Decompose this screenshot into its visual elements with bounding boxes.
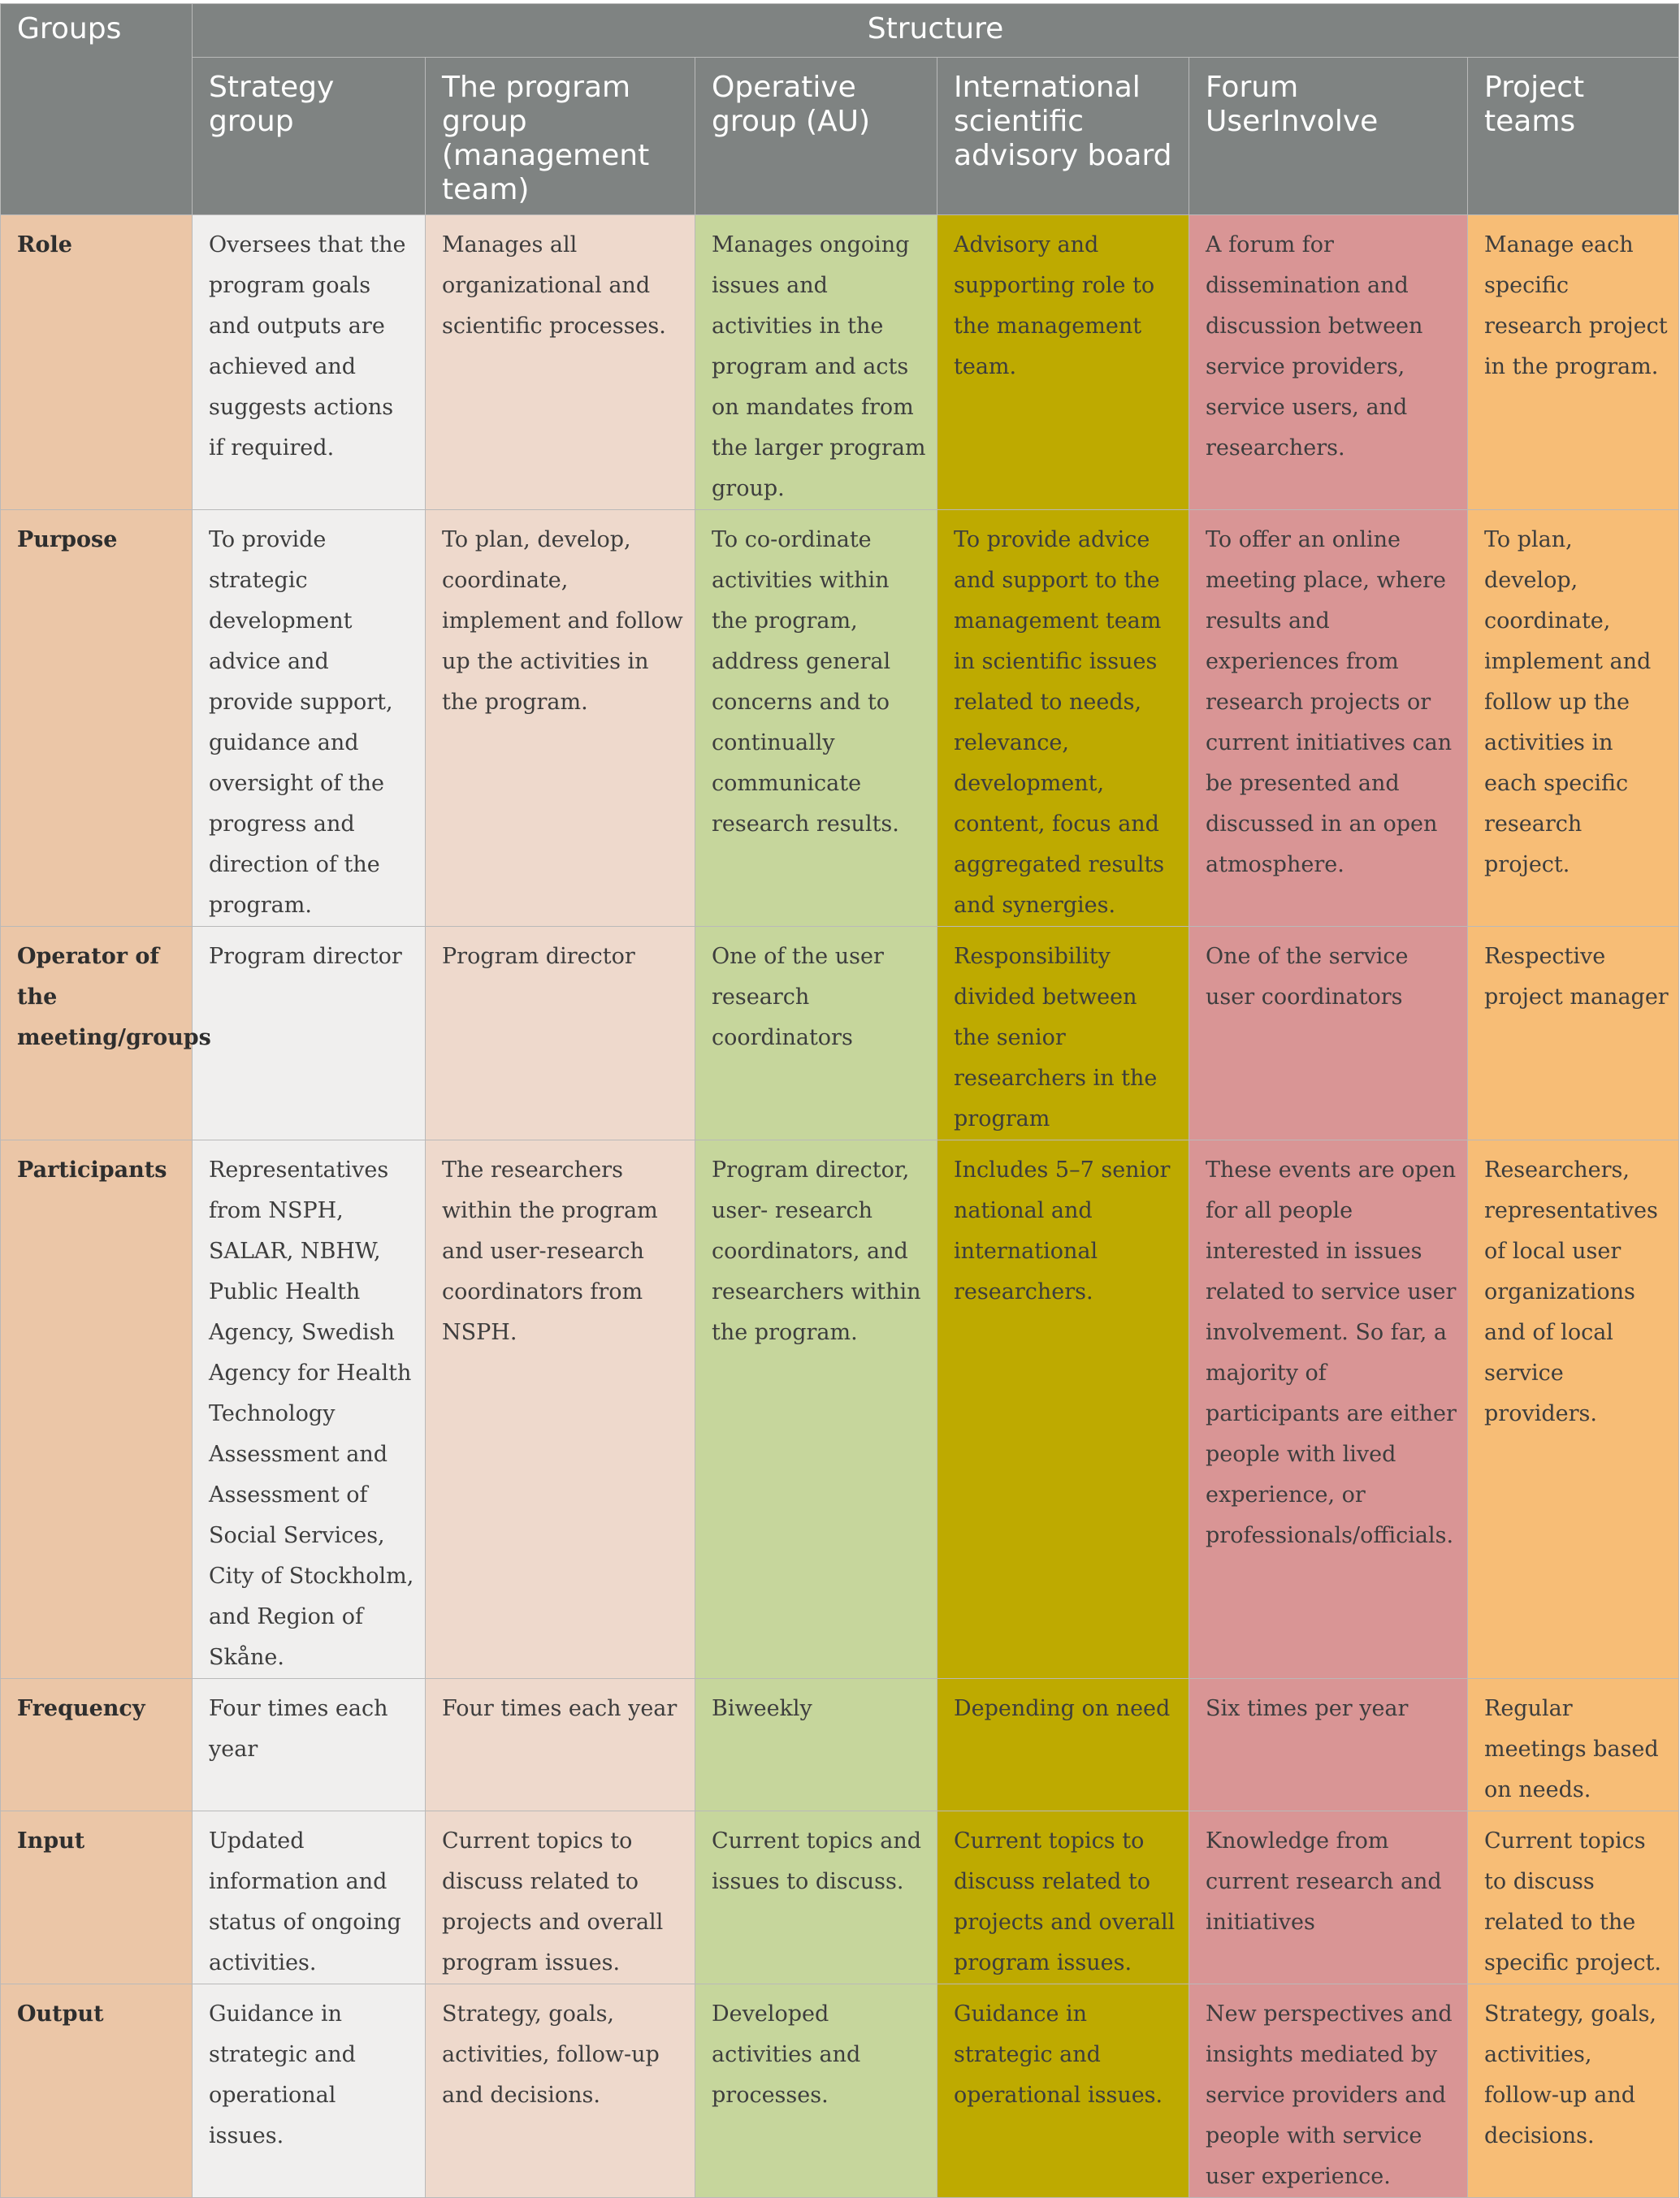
- table-cell: Representatives from NSPH, SALAR, NBHW, Public Health Agency, Swedish Agency for Health Technology Assessment and Assessment of Social Services, City of Stockholm, and Region of Skåne.: [193, 1140, 426, 1679]
- table-cell: To plan, develop, coordinate, implement and follow up the activities in the program.: [426, 510, 695, 927]
- row-label-frequency: Frequency: [1, 1679, 193, 1811]
- table-cell: Developed activities and processes.: [695, 1984, 937, 2198]
- table-cell: Current topics and issues to discuss.: [695, 1811, 937, 1984]
- table-cell: To co-ordinate activities within the program, address general concerns and to continually communicate research results.: [695, 510, 937, 927]
- structure-table: [0, 3, 1679, 2198]
- groups-header: Groups: [1, 4, 193, 215]
- table-cell: Current topics to discuss related to projects and overall program issues.: [937, 1811, 1189, 1984]
- table-cell: Current topics to discuss related to the specific project.: [1468, 1811, 1679, 1984]
- table-row-purpose: [1, 510, 1679, 927]
- row-label-role: Role: [1, 215, 193, 510]
- table-cell: Updated information and status of ongoing activities.: [193, 1811, 426, 1984]
- table-cell: Oversees that the program goals and outputs are achieved and suggests actions if required.: [193, 215, 426, 510]
- column-header-program-group: The program group (management team): [426, 58, 695, 215]
- row-label-input: Input: [1, 1811, 193, 1984]
- table-row-role: [1, 215, 1679, 510]
- table-cell: Advisory and supporting role to the management team.: [937, 215, 1189, 510]
- table-cell: The researchers within the program and user-research coordinators from NSPH.: [426, 1140, 695, 1679]
- row-label-participants: Participants: [1, 1140, 193, 1679]
- table-cell: Depending on need: [937, 1679, 1189, 1811]
- column-header-operative-group: Operative group (AU): [695, 58, 937, 215]
- table-cell: Program director: [426, 927, 695, 1140]
- column-header-project-teams: Project teams: [1468, 58, 1679, 215]
- column-header-strategy-group: Strategy group: [193, 58, 426, 215]
- table-cell: Four times each year: [193, 1679, 426, 1811]
- table-cell: One of the user research coordinators: [695, 927, 937, 1140]
- table-cell: Manages ongoing issues and activities in the program and acts on mandates from the larger program group.: [695, 215, 937, 510]
- table-cell: To provide strategic development advice and provide support, guidance and oversight of the progress and direction of the program.: [193, 510, 426, 927]
- row-label-output: Output: [1, 1984, 193, 2198]
- table-cell: Guidance in strategic and operational issues.: [937, 1984, 1189, 2198]
- table-cell: To offer an online meeting place, where results and experiences from research projects or current initiatives can be presented and discussed in an open atmosphere.: [1189, 510, 1468, 927]
- table-cell: Current topics to discuss related to projects and overall program issues.: [426, 1811, 695, 1984]
- table-cell: Regular meetings based on needs.: [1468, 1679, 1679, 1811]
- table-cell: Strategy, goals, activities, follow-up and decisions.: [1468, 1984, 1679, 2198]
- structure-header: Structure: [193, 4, 1679, 58]
- table-row-frequency: [1, 1679, 1679, 1811]
- table-cell: One of the service user coordinators: [1189, 927, 1468, 1140]
- column-header-advisory-board: International scientific advisory board: [937, 58, 1189, 215]
- table-cell: Strategy, goals, activities, follow-up and decisions.: [426, 1984, 695, 2198]
- table-cell: A forum for dissemination and discussion between service providers, service users, and researchers.: [1189, 215, 1468, 510]
- table-cell: Respective project manager: [1468, 927, 1679, 1140]
- table-cell: To plan, develop, coordinate, implement and follow up the activities in each specific research project.: [1468, 510, 1679, 927]
- header-row-columns: [1, 58, 1679, 215]
- table-cell: Six times per year: [1189, 1679, 1468, 1811]
- header-row-top: [1, 4, 1679, 58]
- table-cell: To provide advice and support to the management team in scientific issues related to needs, relevance, development, content, focus and aggregated results and synergies.: [937, 510, 1189, 927]
- table-cell: Program director, user- research coordinators, and researchers within the program.: [695, 1140, 937, 1679]
- structure-table-container: [0, 3, 1678, 2198]
- table-cell: Four times each year: [426, 1679, 695, 1811]
- table-cell: Program director: [193, 927, 426, 1140]
- table-cell: Researchers, representatives of local user organizations and of local service providers.: [1468, 1140, 1679, 1679]
- table-cell: Knowledge from current research and initiatives: [1189, 1811, 1468, 1984]
- row-label-purpose: Purpose: [1, 510, 193, 927]
- table-cell: Manages all organizational and scientific processes.: [426, 215, 695, 510]
- column-header-forum-userinvolve: Forum UserInvolve: [1189, 58, 1468, 215]
- row-label-operator: Operator of the meeting/groups: [1, 927, 193, 1140]
- table-cell: Includes 5–7 senior national and international researchers.: [937, 1140, 1189, 1679]
- table-cell: These events are open for all people interested in issues related to service user involvement. So far, a majority of participants are either people with lived experience, or professionals/officials.: [1189, 1140, 1468, 1679]
- table-row-participants: [1, 1140, 1679, 1679]
- table-cell: Responsibility divided between the senior researchers in the program: [937, 927, 1189, 1140]
- table-cell: Manage each specific research project in the program.: [1468, 215, 1679, 510]
- table-cell: New perspectives and insights mediated by service providers and people with service user experience.: [1189, 1984, 1468, 2198]
- table-row-output: [1, 1984, 1679, 2198]
- table-row-input: [1, 1811, 1679, 1984]
- table-cell: Guidance in strategic and operational issues.: [193, 1984, 426, 2198]
- table-row-operator: [1, 927, 1679, 1140]
- table-cell: Biweekly: [695, 1679, 937, 1811]
